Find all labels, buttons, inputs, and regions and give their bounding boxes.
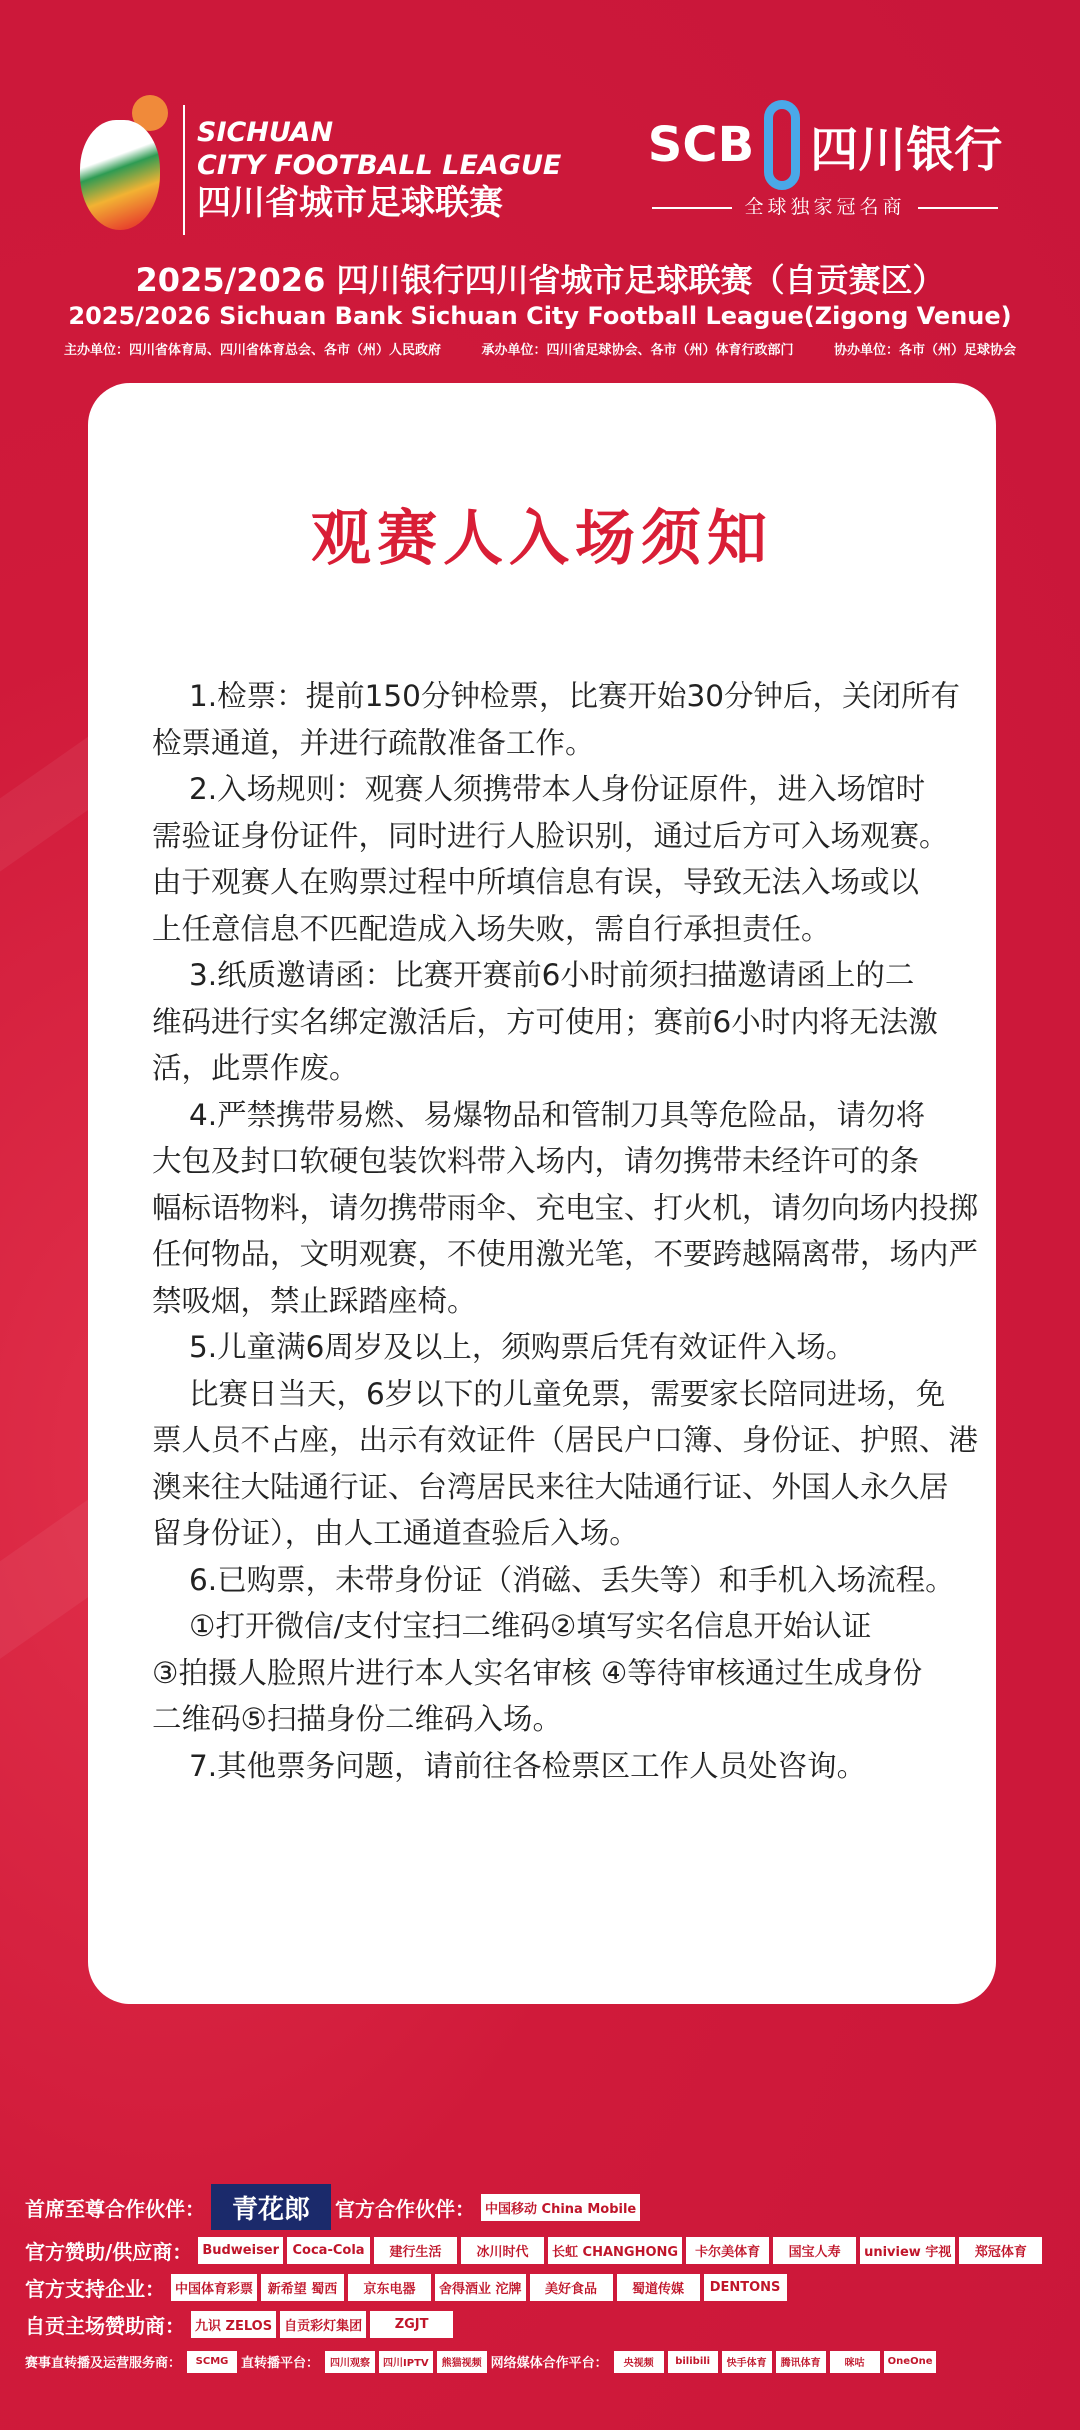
- notice-body: [152, 673, 978, 1789]
- notice-line: 检票通道，并进行疏散准备工作。: [152, 725, 595, 760]
- notice-line: 票人员不占座，出示有效证件（居民户口簿、身份证、护照、港: [152, 1423, 979, 1457]
- sponsor-logo: 腾讯体育: [776, 2351, 826, 2373]
- notice-line: 7.其他票务问题，请前往各检票区工作人员处咨询。: [189, 1748, 867, 1783]
- bank-tagline: 全球独家冠名商: [640, 192, 1010, 219]
- organizers: [0, 342, 1080, 360]
- league-name-cn: 四川省城市足球联赛: [197, 183, 503, 223]
- panda-emblem-icon: [80, 95, 175, 245]
- sponsor-logo: 国宝人寿: [773, 2237, 856, 2264]
- sponsor-logo: 熊猫视频: [437, 2351, 487, 2373]
- sponsor-tier-label: 首席至尊合作伙伴：: [25, 2196, 205, 2221]
- sponsor-tier-label: 官方赞助/供应商：: [25, 2240, 193, 2264]
- event-title-cn: 2025/2026 四川银行四川省城市足球联赛（自贡赛区）: [135, 261, 945, 299]
- sponsor-logo: 中国移动 China Mobile: [481, 2194, 640, 2221]
- notice-line: 由于观赛人在购票过程中所填信息有误，导致无法入场或以: [152, 865, 920, 899]
- notice-line: 1.检票：提前150分钟检票，比赛开始30分钟后，关闭所有: [189, 679, 960, 713]
- sponsor-logo: DENTONS: [704, 2274, 787, 2301]
- sponsor-logo: 自贡彩灯集团: [280, 2311, 366, 2338]
- notice-line: 二维码⑤扫描身份二维码入场。: [152, 1702, 562, 1736]
- bank-logo: [640, 100, 1010, 219]
- notice-line: ③拍摄人脸照片进行本人实名审核 ④等待审核通过生成身份: [152, 1655, 923, 1690]
- sponsor-logo: 央视频: [614, 2351, 664, 2373]
- sponsor-logo: 青花郎: [211, 2184, 331, 2230]
- notice-line: 留身份证），由人工通道查验后入场。: [152, 1516, 639, 1550]
- sponsor-logo: 中国体育彩票: [171, 2274, 257, 2301]
- sponsor-logo: 冰川时代: [461, 2237, 544, 2264]
- notice-line: 2.入场规则：观赛人须携带本人身份证原件，进入场馆时: [189, 772, 926, 806]
- notice-card: [88, 383, 996, 2004]
- notice-line: 6.已购票，未带身份证（消磁、丢失等）和手机入场流程。: [189, 1562, 955, 1597]
- sponsor-logo: 建行生活: [374, 2237, 457, 2264]
- notice-line: 活，此票作废。: [152, 1051, 359, 1085]
- notice-line: ①打开微信/支付宝扫二维码②填写实名信息开始认证: [189, 1609, 872, 1643]
- sponsor-logo: 新希望 蜀西: [261, 2274, 344, 2301]
- sponsor-logo: Coca-Cola: [287, 2237, 370, 2264]
- sponsor-logo: 快手体育: [722, 2351, 772, 2373]
- sponsor-row: [25, 2343, 1046, 2380]
- bank-abbr: SCB: [647, 117, 755, 173]
- notice-line: 3.纸质邀请函：比赛开赛前6小时前须扫描邀请函上的二: [189, 958, 915, 992]
- sponsor-logo: 蜀道传媒: [617, 2274, 700, 2301]
- organizer-org: 承办单位：四川省足球协会、各市（州）体育行政部门: [481, 343, 794, 358]
- sponsors-section: [25, 2182, 1046, 2380]
- notice-line: 澳来往大陆通行证、台湾居民来往大陆通行证、外国人永久居: [152, 1469, 949, 1504]
- sponsor-logo: 九识 ZELOS: [191, 2311, 276, 2338]
- scb-mark-icon: [764, 100, 800, 190]
- sponsor-row: [25, 2306, 1046, 2343]
- sponsor-logo: 舍得酒业 沱牌: [435, 2274, 526, 2301]
- sponsor-tier-label: 官方合作伙伴：: [335, 2196, 475, 2221]
- notice-line: 幅标语物料，请勿携带雨伞、充电宝、打火机，请勿向场内投掷: [152, 1190, 979, 1225]
- co-organizer-org: 协办单位：各市（州）足球协会: [834, 343, 1017, 358]
- sponsor-logo: 长虹 CHANGHONG: [548, 2237, 682, 2264]
- sponsor-logo: OneOne: [884, 2351, 937, 2373]
- league-name-en: CITY FOOTBALL LEAGUE: [197, 150, 562, 181]
- sponsor-row: [25, 2232, 1046, 2269]
- event-title-en: 2025/2026 Sichuan Bank Sichuan City Football League(Zigong Venue): [68, 302, 1012, 330]
- sponsor-logo: 郑冠体育: [959, 2237, 1042, 2264]
- sponsor-row: [25, 2182, 1046, 2232]
- host-org: 主办单位：四川省体育局、四川省体育总会、各市（州）人民政府: [63, 343, 441, 358]
- notice-line: 任何物品，文明观赛，不使用激光笔，不要跨越隔离带，场内严: [152, 1237, 979, 1271]
- notice-line: 5.儿童满6周岁及以上，须购票后凭有效证件入场。: [189, 1330, 856, 1364]
- sponsor-logo: Budweiser: [198, 2237, 283, 2264]
- notice-title: 观赛人入场须知: [311, 504, 773, 574]
- notice-line: 禁吸烟，禁止踩踏座椅。: [152, 1283, 477, 1318]
- sponsor-tier-label: 直转播平台：: [241, 2356, 320, 2371]
- notice-line: 维码进行实名绑定激活后，方可使用；赛前6小时内将无法激: [152, 1004, 938, 1039]
- sponsor-logo: 四川IPTV: [379, 2351, 433, 2373]
- notice-line: 4.严禁携带易燃、易爆物品和管制刀具等危险品，请勿将: [189, 1097, 926, 1132]
- sponsor-logo: SCMG: [187, 2351, 237, 2373]
- sponsor-tier-label: 赛事直转播及运营服务商：: [25, 2356, 182, 2371]
- sponsor-logo: 京东电器: [348, 2274, 431, 2301]
- sponsor-logo: ZGJT: [370, 2311, 453, 2338]
- sponsor-logo: uniview 宇视: [860, 2237, 955, 2264]
- bank-name: 四川银行: [810, 121, 1003, 178]
- sponsor-logo: 卡尔美体育: [686, 2237, 769, 2264]
- sponsor-logo: bilibili: [668, 2351, 718, 2373]
- sponsor-tier-label: 自贡主场赞助商：: [25, 2314, 185, 2338]
- league-name-en: SICHUAN: [197, 117, 334, 148]
- sponsor-row: [25, 2269, 1046, 2306]
- sponsor-logo: 四川观察: [325, 2351, 375, 2373]
- sponsor-logo: 美好食品: [530, 2274, 613, 2301]
- league-logo: [80, 95, 561, 245]
- sponsor-logo: 咪咕: [830, 2351, 880, 2373]
- notice-line: 比赛日当天，6岁以下的儿童免票，需要家长陪同进场，免: [189, 1376, 946, 1411]
- notice-line: 上任意信息不匹配造成入场失败，需自行承担责任。: [152, 911, 831, 946]
- sponsor-tier-label: 网络媒体合作平台：: [490, 2356, 608, 2371]
- sponsor-tier-label: 官方支持企业：: [25, 2277, 165, 2301]
- notice-line: 大包及封口软硬包装饮料带入场内，请勿携带未经许可的条: [152, 1144, 920, 1178]
- notice-line: 需验证身份证件，同时进行人脸识别，通过后方可入场观赛。: [152, 818, 949, 853]
